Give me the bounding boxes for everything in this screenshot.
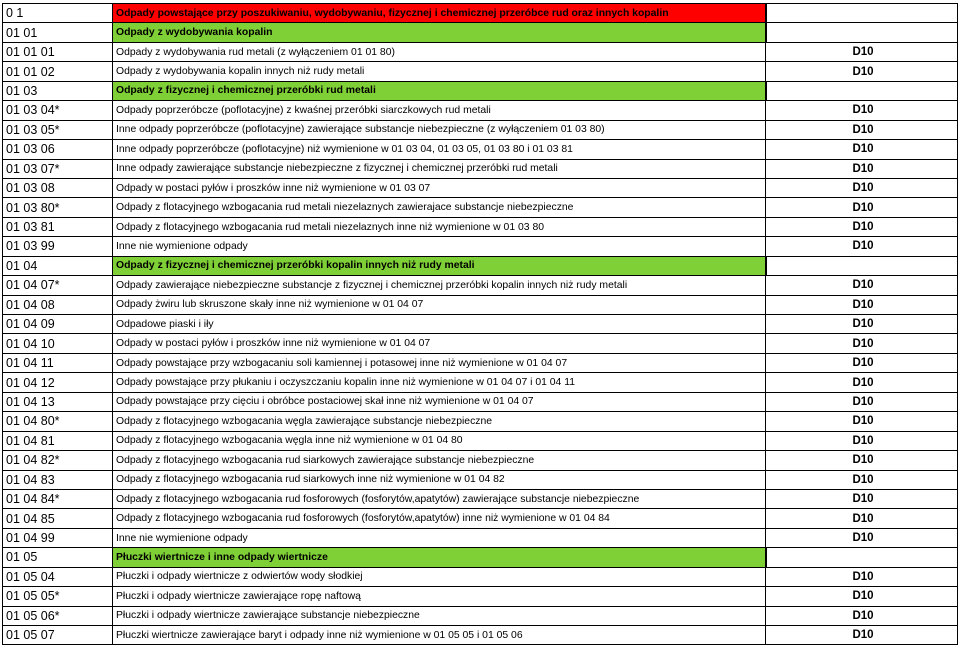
- waste-description-cell: Odpady powstające przy cięciu i obróbce postaciowej skał inne niż wymienione w 01 04 07: [113, 392, 766, 411]
- waste-description-cell: Inne odpady zawierające substancje niebezpieczne z fizycznej i chemicznej przeróbki rud metali: [113, 159, 766, 178]
- waste-code-cell: 01 04 13: [3, 392, 113, 411]
- recovery-code-cell: D10: [766, 42, 958, 61]
- table-row: [3, 470, 958, 489]
- table-row: [3, 120, 958, 139]
- waste-description-cell: Inne odpady poprzeróbcze (poflotacyjne) niż wymienione w 01 03 04, 01 03 05, 01 03 80 i 01 03 81: [113, 140, 766, 159]
- recovery-code-cell: D10: [766, 120, 958, 139]
- recovery-code-cell: D10: [766, 587, 958, 606]
- recovery-code-cell: D10: [766, 159, 958, 178]
- waste-description-cell: Odpady z flotacyjnego wzbogacania rud siarkowych zawierające substancje niebezpieczne: [113, 451, 766, 470]
- recovery-code-cell: D10: [766, 451, 958, 470]
- table-row: [3, 606, 958, 625]
- waste-code-cell: 01 04 80*: [3, 412, 113, 431]
- recovery-code-cell: D10: [766, 62, 958, 81]
- recovery-code-cell: D10: [766, 315, 958, 334]
- table-row: [3, 392, 958, 411]
- recovery-code-cell: [766, 548, 958, 567]
- group-header-row: [3, 4, 958, 23]
- recovery-code-cell: D10: [766, 140, 958, 159]
- table-row: [3, 62, 958, 81]
- subgroup-header-row: [3, 256, 958, 275]
- waste-description-cell: Odpady z fizycznej i chemicznej przeróbki kopalin innych niż rudy metali: [113, 256, 766, 275]
- table-row: [3, 276, 958, 295]
- waste-description-cell: Inne nie wymienione odpady: [113, 528, 766, 547]
- table-row: [3, 237, 958, 256]
- waste-code-cell: 01 04 85: [3, 509, 113, 528]
- waste-code-cell: 01 03 80*: [3, 198, 113, 217]
- waste-code-cell: 01 04 84*: [3, 489, 113, 508]
- table-row: [3, 451, 958, 470]
- waste-description-cell: Odpady z wydobywania rud metali (z wyłączeniem 01 01 80): [113, 42, 766, 61]
- waste-code-cell: 01 03 99: [3, 237, 113, 256]
- recovery-code-cell: D10: [766, 626, 958, 645]
- waste-description-cell: Odpady z flotacyjnego wzbogacania rud siarkowych inne niż wymienione w 01 04 82: [113, 470, 766, 489]
- waste-description-cell: Płuczki wiertnicze i inne odpady wiertnicze: [113, 548, 766, 567]
- waste-code-cell: 01 04 99: [3, 528, 113, 547]
- waste-description-cell: Odpady z fizycznej i chemicznej przeróbki rud metali: [113, 81, 766, 100]
- waste-code-cell: 01 04 10: [3, 334, 113, 353]
- recovery-code-cell: D10: [766, 470, 958, 489]
- waste-code-cell: 01 03 05*: [3, 120, 113, 139]
- table-row: [3, 159, 958, 178]
- waste-description-cell: Odpady z wydobywania kopalin: [113, 23, 766, 42]
- recovery-code-cell: D10: [766, 489, 958, 508]
- recovery-code-cell: D10: [766, 431, 958, 450]
- table-row: [3, 626, 958, 645]
- waste-code-cell: 01 03 08: [3, 178, 113, 197]
- waste-code-cell: 01 04 07*: [3, 276, 113, 295]
- waste-description-cell: Odpady powstające przy płukaniu i oczyszczaniu kopalin inne niż wymienione w 01 04 07 i 01 04 11: [113, 373, 766, 392]
- waste-description-cell: Odpady powstające przy poszukiwaniu, wydobywaniu, fizycznej i chemicznej przeróbce rud oraz innych kopalin: [113, 4, 766, 23]
- waste-description-cell: Odpady z flotacyjnego wzbogacania rud fosforowych (fosforytów,apatytów) inne niż wymienione w 01 04 84: [113, 509, 766, 528]
- waste-code-cell: 01 05 04: [3, 567, 113, 586]
- waste-description-cell: Odpady z flotacyjnego wzbogacania rud metali niezelaznych zawierajace substancje niebezpieczne: [113, 198, 766, 217]
- recovery-code-cell: D10: [766, 528, 958, 547]
- table-row: [3, 431, 958, 450]
- waste-description-cell: Płuczki i odpady wiertnicze z odwiertów wody słodkiej: [113, 567, 766, 586]
- waste-code-cell: 01 03 81: [3, 217, 113, 236]
- table-row: [3, 217, 958, 236]
- table-row: [3, 373, 958, 392]
- table-row: [3, 587, 958, 606]
- waste-description-cell: Odpady w postaci pyłów i proszków inne niż wymienione w 01 04 07: [113, 334, 766, 353]
- recovery-code-cell: D10: [766, 178, 958, 197]
- table-row: [3, 509, 958, 528]
- recovery-code-cell: [766, 4, 958, 23]
- waste-catalog-table: [2, 3, 958, 645]
- waste-code-cell: 01 04 82*: [3, 451, 113, 470]
- waste-code-cell: 01 04 83: [3, 470, 113, 489]
- table-row: [3, 489, 958, 508]
- table-row: [3, 140, 958, 159]
- recovery-code-cell: D10: [766, 412, 958, 431]
- waste-description-cell: Odpadowe piaski i iły: [113, 315, 766, 334]
- recovery-code-cell: D10: [766, 373, 958, 392]
- waste-description-cell: Odpady z flotacyjnego wzbogacania rud metali niezelaznych inne niż wymienione w 01 03 80: [113, 217, 766, 236]
- subgroup-header-row: [3, 23, 958, 42]
- recovery-code-cell: D10: [766, 353, 958, 372]
- waste-description-cell: Odpady z flotacyjnego wzbogacania węgla zawierające substancje niebezpieczne: [113, 412, 766, 431]
- waste-code-cell: 01 04 81: [3, 431, 113, 450]
- waste-description-cell: Odpady z flotacyjnego wzbogacania rud fosforowych (fosforytów,apatytów) zawierające substancje niebezpieczne: [113, 489, 766, 508]
- waste-code-cell: 01 01 01: [3, 42, 113, 61]
- waste-code-cell: 01 05 05*: [3, 587, 113, 606]
- recovery-code-cell: D10: [766, 334, 958, 353]
- recovery-code-cell: D10: [766, 509, 958, 528]
- waste-code-cell: 01 04 12: [3, 373, 113, 392]
- table-row: [3, 528, 958, 547]
- table-row: [3, 567, 958, 586]
- waste-code-cell: 01 01 02: [3, 62, 113, 81]
- recovery-code-cell: [766, 23, 958, 42]
- table-row: [3, 101, 958, 120]
- waste-code-cell: 01 04: [3, 256, 113, 275]
- waste-code-cell: 01 01: [3, 23, 113, 42]
- waste-code-cell: 01 04 08: [3, 295, 113, 314]
- waste-code-cell: 01 04 09: [3, 315, 113, 334]
- waste-description-cell: Odpady powstające przy wzbogacaniu soli kamiennej i potasowej inne niż wymienione w 01 04 07: [113, 353, 766, 372]
- waste-description-cell: Płuczki i odpady wiertnicze zawierające ropę naftową: [113, 587, 766, 606]
- waste-code-cell: 01 04 11: [3, 353, 113, 372]
- subgroup-header-row: [3, 548, 958, 567]
- waste-description-cell: Odpady z wydobywania kopalin innych niż rudy metali: [113, 62, 766, 81]
- waste-description-cell: Inne nie wymienione odpady: [113, 237, 766, 256]
- table-body: [3, 4, 958, 645]
- waste-code-cell: 01 05 06*: [3, 606, 113, 625]
- waste-code-cell: 0 1: [3, 4, 113, 23]
- waste-description-cell: Odpady w postaci pyłów i proszków inne niż wymienione w 01 03 07: [113, 178, 766, 197]
- recovery-code-cell: D10: [766, 276, 958, 295]
- table-row: [3, 198, 958, 217]
- waste-description-cell: Odpady zawierające niebezpieczne substancje z fizycznej i chemicznej przeróbki kopalin innych niż rudy metali: [113, 276, 766, 295]
- table-row: [3, 42, 958, 61]
- waste-code-cell: 01 05 07: [3, 626, 113, 645]
- waste-code-cell: 01 03 04*: [3, 101, 113, 120]
- waste-code-cell: 01 05: [3, 548, 113, 567]
- table-row: [3, 334, 958, 353]
- waste-description-cell: Odpady z flotacyjnego wzbogacania węgla inne niż wymienione w 01 04 80: [113, 431, 766, 450]
- waste-code-cell: 01 03 07*: [3, 159, 113, 178]
- waste-description-cell: Odpady żwiru lub skruszone skały inne niż wymienione w 01 04 07: [113, 295, 766, 314]
- subgroup-header-row: [3, 81, 958, 100]
- recovery-code-cell: [766, 81, 958, 100]
- waste-description-cell: Inne odpady poprzeróbcze (poflotacyjne) zawierające substancje niebezpieczne (z wyłączeniem 01 03 80): [113, 120, 766, 139]
- table-row: [3, 178, 958, 197]
- recovery-code-cell: [766, 256, 958, 275]
- waste-description-cell: Płuczki wiertnicze zawierające baryt i odpady inne niż wymienione w 01 05 05 i 01 05 06: [113, 626, 766, 645]
- waste-code-cell: 01 03 06: [3, 140, 113, 159]
- waste-description-cell: Odpady poprzeróbcze (poflotacyjne) z kwaśnej przeróbki siarczkowych rud metali: [113, 101, 766, 120]
- recovery-code-cell: D10: [766, 606, 958, 625]
- table-row: [3, 315, 958, 334]
- recovery-code-cell: D10: [766, 392, 958, 411]
- table-row: [3, 353, 958, 372]
- waste-code-cell: 01 03: [3, 81, 113, 100]
- recovery-code-cell: D10: [766, 217, 958, 236]
- recovery-code-cell: D10: [766, 295, 958, 314]
- recovery-code-cell: D10: [766, 101, 958, 120]
- table-row: [3, 412, 958, 431]
- recovery-code-cell: D10: [766, 567, 958, 586]
- waste-description-cell: Płuczki i odpady wiertnicze zawierające substancje niebezpieczne: [113, 606, 766, 625]
- table-row: [3, 295, 958, 314]
- recovery-code-cell: D10: [766, 237, 958, 256]
- recovery-code-cell: D10: [766, 198, 958, 217]
